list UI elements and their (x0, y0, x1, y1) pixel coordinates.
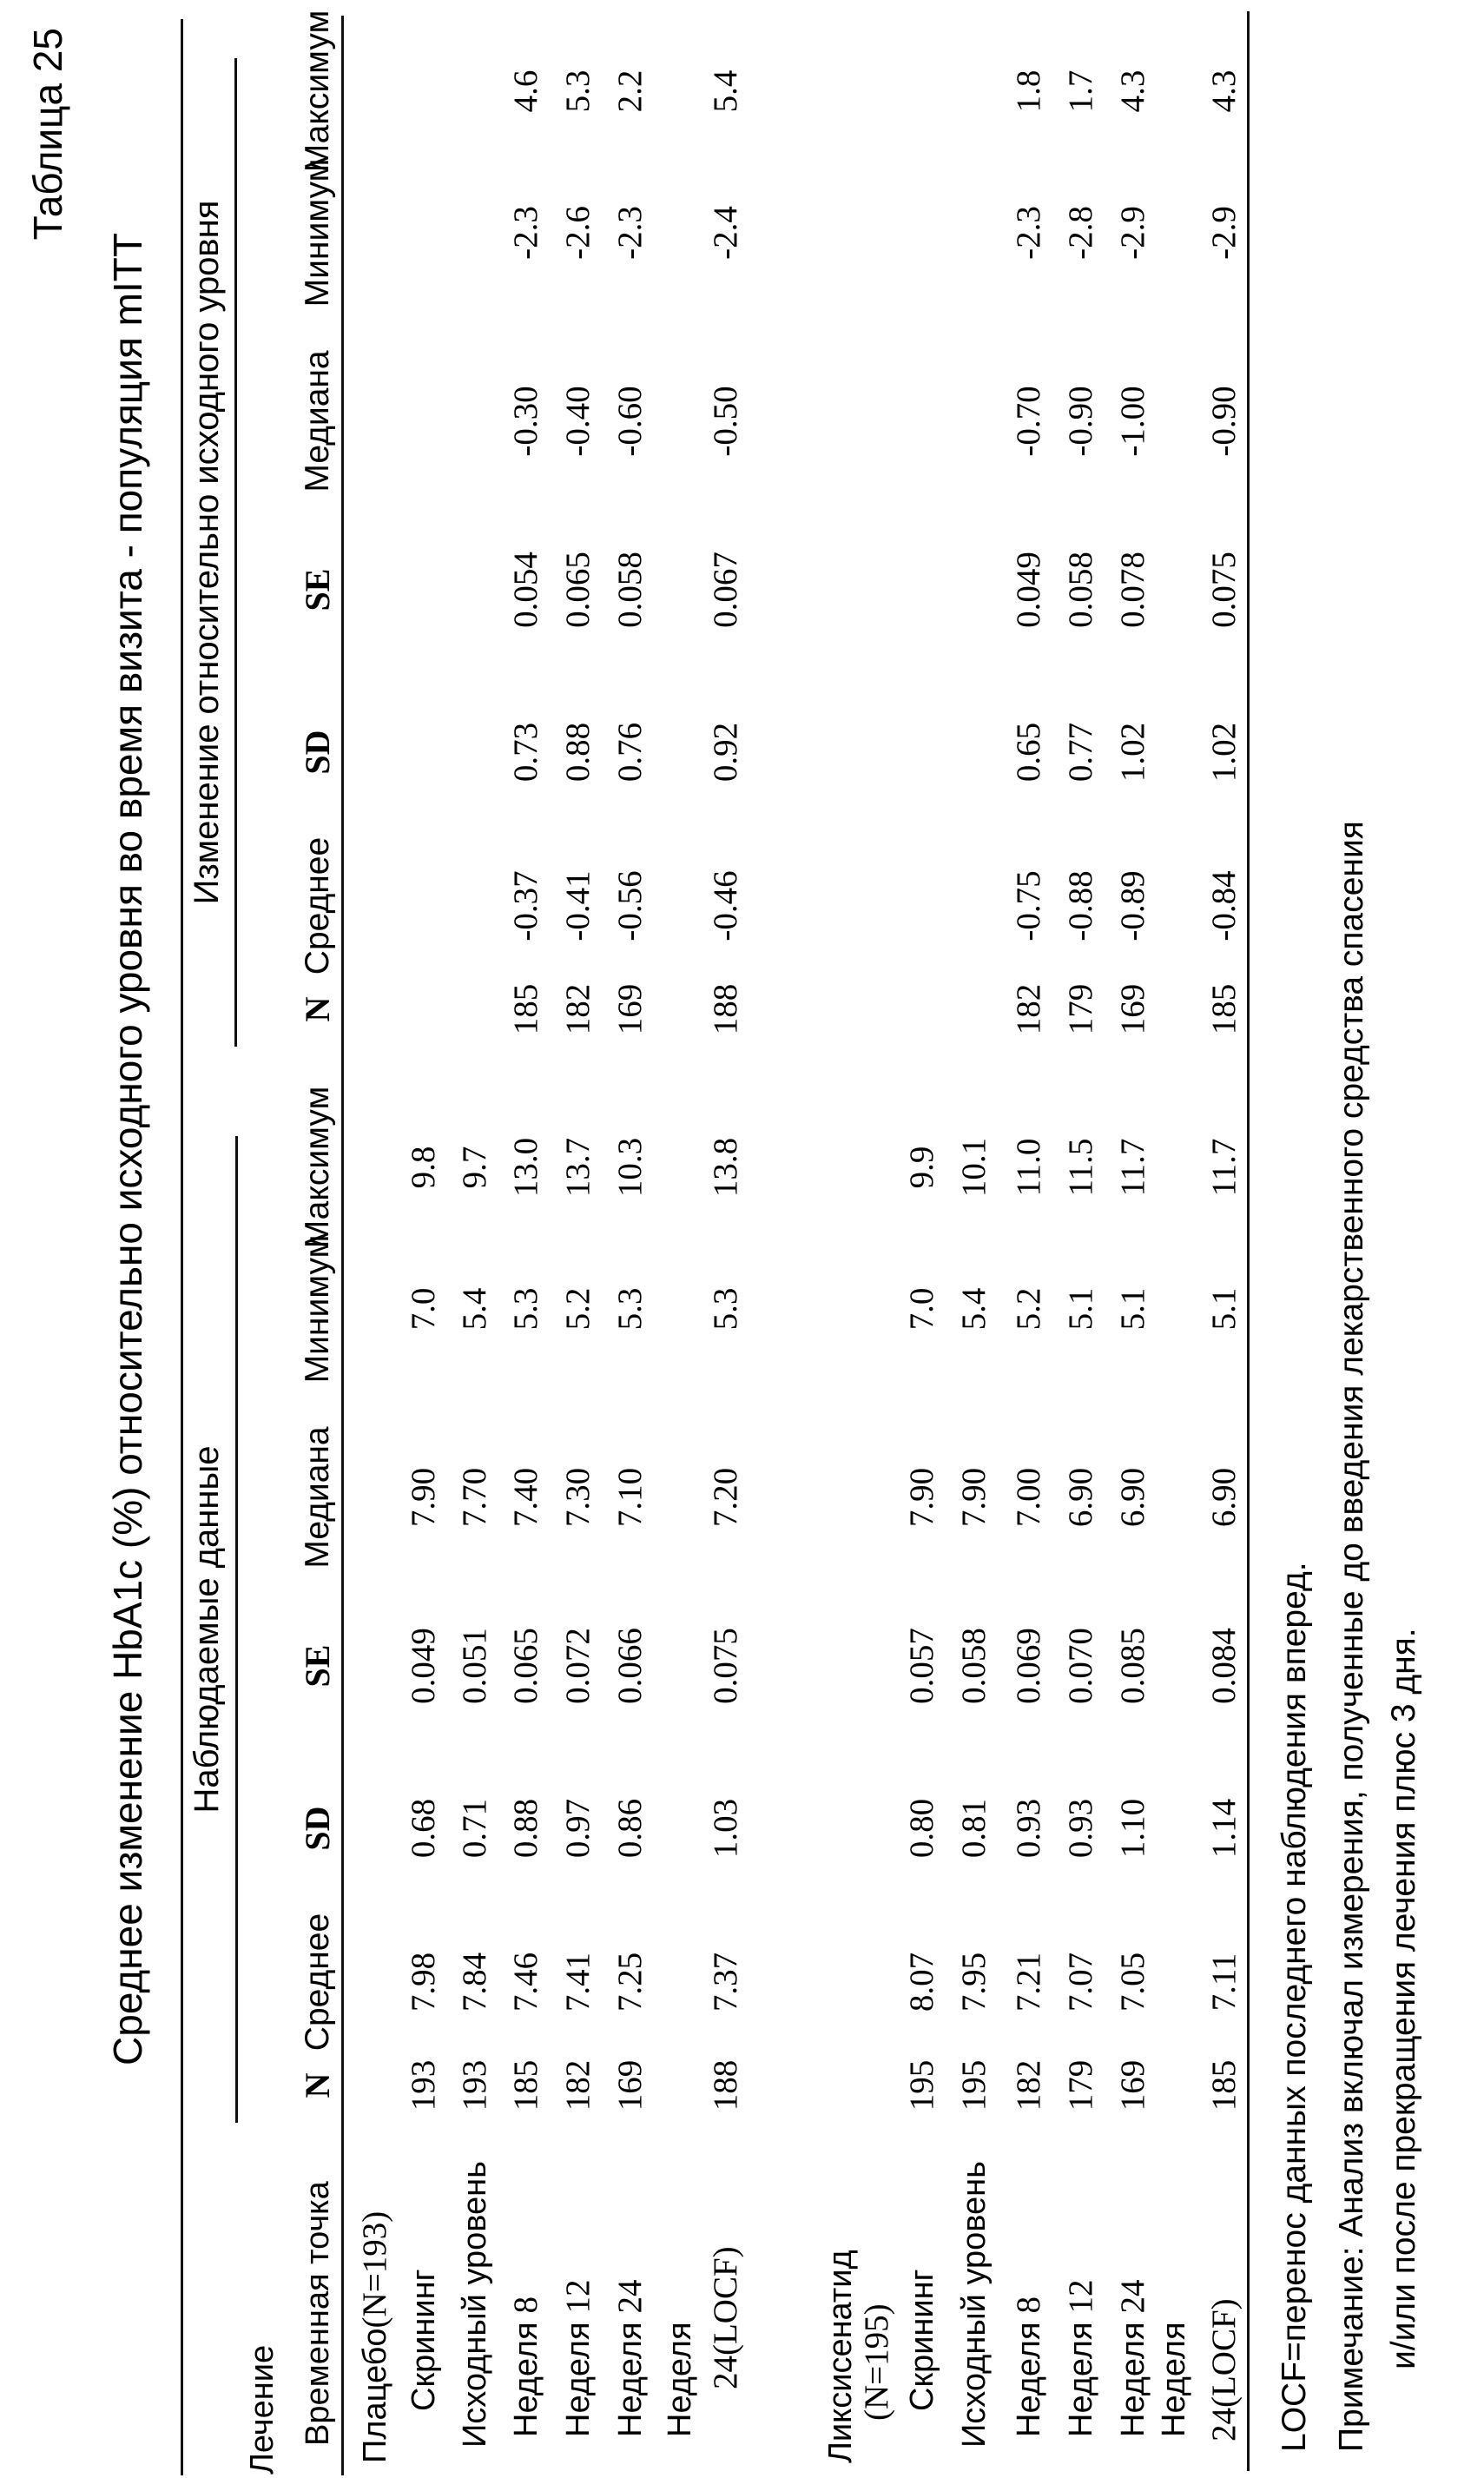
column-header-observed-sd: SD (298, 1806, 337, 1851)
cell-observed-mean: 8.07 (903, 1952, 940, 2012)
cell-observed-se: 0.072 (559, 1628, 597, 1704)
cell-observed-n: 185 (1205, 2059, 1243, 2111)
cell-observed-sd: 0.93 (1062, 1798, 1099, 1859)
table-row (458, 0, 492, 2478)
table-row (406, 0, 441, 2478)
cell-change-mean: -0.75 (1010, 870, 1047, 942)
cell-observed-median: 7.30 (559, 1467, 597, 1528)
cell-observed-mean: 7.11 (1205, 1953, 1243, 2012)
timepoint-label (1207, 2298, 1242, 2442)
timepoint-text: Неделя (1063, 2322, 1099, 2437)
cell-observed-n: 169 (1114, 2059, 1151, 2111)
cell-observed-median: 6.90 (1114, 1467, 1151, 1528)
cell-observed-min: 5.1 (1114, 1287, 1151, 1331)
cell-observed-se: 0.075 (707, 1628, 744, 1704)
cell-change-min: -2.6 (559, 206, 597, 260)
cell-change-n: 182 (1010, 983, 1047, 1035)
cell-observed-sd: 1.03 (707, 1798, 744, 1859)
cell-change-se: 0.049 (1010, 552, 1047, 628)
table-row (1116, 0, 1151, 2478)
timepoint-week: 24(LOCF) (1205, 2298, 1243, 2442)
cell-change-n: 169 (611, 983, 649, 1035)
timepoint-text: Неделя (1156, 2322, 1192, 2437)
timepoint-label (1064, 2279, 1098, 2437)
cell-change-min: -2.9 (1114, 206, 1151, 260)
cell-change-max: 2.2 (611, 69, 649, 113)
column-header-timepoint: Временная точка (300, 2181, 336, 2446)
table-title: Среднее изменение HbA1c (%) относительно исходного уровня во время визита - популяция mITT (105, 233, 150, 2065)
timepoint-text: Неделя (662, 2322, 698, 2437)
cell-change-min: -2.3 (1010, 206, 1047, 260)
cell-observed-sd: 0.68 (405, 1798, 442, 1859)
column-header-observed-min: Минимум (299, 1234, 336, 1384)
cell-observed-mean: 7.46 (507, 1952, 544, 2012)
column-header-change-sd: SD (298, 730, 337, 775)
cell-observed-max: 10.1 (955, 1137, 993, 1198)
cell-observed-min: 5.4 (456, 1287, 493, 1331)
group-header-change: Изменение относительно исходного уровня (188, 200, 226, 905)
cell-observed-sd: 0.71 (456, 1798, 493, 1859)
cell-change-median: -0.90 (1205, 386, 1243, 457)
cell-change-sd: 0.73 (507, 722, 544, 783)
treatment-name: Плацебо (357, 2328, 393, 2463)
cell-change-sd: 1.02 (1205, 722, 1243, 783)
timepoint-label (613, 2279, 648, 2437)
column-header-change-se: SE (298, 568, 337, 611)
cell-change-n: 188 (707, 983, 744, 1035)
cell-observed-median: 7.10 (611, 1467, 649, 1528)
timepoint-text: Неделя (1115, 2322, 1151, 2437)
table-row (1207, 0, 1242, 2478)
cell-change-sd: 1.02 (1114, 722, 1151, 783)
cell-change-max: 1.7 (1062, 69, 1099, 113)
cell-observed-min: 5.1 (1062, 1287, 1099, 1331)
timepoint-text: Неделя (1011, 2322, 1047, 2437)
cell-change-n: 182 (559, 983, 597, 1035)
column-header-change-n: N (298, 996, 337, 1022)
cell-change-median: -0.30 (507, 386, 544, 457)
timepoint-week: 12 (559, 2279, 597, 2314)
treatment-group-row (358, 0, 392, 2478)
cell-change-se: 0.058 (611, 552, 649, 628)
treatment-label-n (860, 2303, 894, 2421)
cell-observed-sd: 1.10 (1114, 1798, 1151, 1859)
treatment-label (358, 2211, 392, 2463)
cell-observed-sd: 1.14 (1205, 1798, 1243, 1859)
cell-observed-sd: 0.88 (507, 1798, 544, 1859)
cell-observed-se: 0.085 (1114, 1628, 1151, 1704)
cell-observed-se: 0.065 (507, 1628, 544, 1704)
footnote-locf: LOCF=перенос данных последнего наблюдения вперед. (1276, 1562, 1313, 2452)
timepoint-text: Неделя (508, 2322, 544, 2437)
column-header-change-median: Медиана (299, 350, 336, 492)
cell-observed-mean: 7.41 (559, 1952, 597, 2012)
cell-observed-median: 6.90 (1205, 1467, 1243, 1528)
cell-change-max: 1.8 (1010, 69, 1047, 113)
cell-observed-mean: 7.95 (955, 1952, 993, 2012)
header-bottom-rule (341, 16, 344, 2475)
cell-observed-sd: 0.80 (903, 1798, 940, 1859)
table-row (1012, 0, 1046, 2478)
column-header-observed-mean: Среднее (299, 1913, 336, 2052)
cell-observed-se: 0.049 (405, 1628, 442, 1704)
cell-observed-max: 9.8 (405, 1146, 442, 1189)
cell-change-mean: -0.56 (611, 870, 649, 942)
cell-change-se: 0.054 (507, 552, 544, 628)
cell-observed-mean: 7.05 (1114, 1952, 1151, 2012)
cell-change-n: 185 (1205, 983, 1243, 1035)
timepoint-label (1116, 2279, 1151, 2437)
cell-change-min: -2.3 (507, 206, 544, 260)
column-header-change-mean: Среднее (299, 836, 336, 975)
cell-change-max: 4.3 (1114, 69, 1151, 113)
cell-change-sd: 0.65 (1010, 722, 1047, 783)
cell-observed-se: 0.070 (1062, 1628, 1099, 1704)
cell-observed-mean: 7.21 (1010, 1952, 1047, 2012)
cell-observed-se: 0.057 (903, 1628, 940, 1704)
timepoint-week: 8 (1010, 2296, 1047, 2314)
cell-change-sd: 0.92 (707, 722, 744, 783)
cell-change-n: 169 (1114, 983, 1151, 1035)
cell-observed-n: 193 (456, 2059, 493, 2111)
cell-observed-median: 7.00 (1010, 1467, 1047, 1528)
cell-change-median: -0.90 (1062, 386, 1099, 457)
cell-observed-sd: 0.81 (955, 1798, 993, 1859)
timepoint-label: Исходный уровень (956, 2161, 993, 2448)
cell-observed-max: 13.8 (707, 1137, 744, 1198)
cell-observed-sd: 0.93 (1010, 1798, 1047, 1859)
cell-observed-sd: 0.97 (559, 1798, 597, 1859)
cell-change-min: -2.4 (707, 206, 744, 260)
cell-change-min: -2.8 (1062, 206, 1099, 260)
cell-change-n: 185 (507, 983, 544, 1035)
timepoint-label: Скрининг (904, 2269, 940, 2411)
cell-observed-min: 5.3 (707, 1287, 744, 1331)
timepoint-label: Скрининг (406, 2269, 442, 2411)
cell-change-median: -0.50 (707, 386, 744, 457)
cell-observed-se: 0.051 (456, 1628, 493, 1704)
cell-observed-se: 0.084 (1205, 1628, 1243, 1704)
treatment-group-row (823, 0, 858, 2478)
cell-change-mean: -0.88 (1062, 870, 1099, 942)
cell-observed-se: 0.066 (611, 1628, 649, 1704)
cell-observed-se: 0.069 (1010, 1628, 1047, 1704)
cell-observed-median: 7.90 (955, 1467, 993, 1528)
cell-change-max: 4.3 (1205, 69, 1243, 113)
timepoint-label (709, 2246, 743, 2389)
treatment-group-row-n (860, 0, 894, 2478)
cell-observed-n: 188 (707, 2059, 744, 2111)
timepoint-text: Неделя (612, 2322, 649, 2437)
cell-observed-sd: 0.86 (611, 1798, 649, 1859)
cell-observed-max: 11.7 (1205, 1138, 1243, 1197)
cell-observed-min: 5.2 (559, 1287, 597, 1331)
timepoint-week: 24(LOCF) (707, 2246, 744, 2389)
cell-change-max: 4.6 (507, 69, 544, 113)
cell-observed-max: 13.0 (507, 1137, 544, 1198)
cell-observed-n: 179 (1062, 2059, 1099, 2111)
column-header-treatment: Лечение (244, 2344, 280, 2475)
cell-change-min: -2.9 (1205, 206, 1243, 260)
timepoint-label (561, 2279, 596, 2437)
timepoint-label (509, 2296, 544, 2437)
cell-observed-mean: 7.25 (611, 1952, 649, 2012)
cell-observed-min: 5.1 (1205, 1287, 1243, 1331)
cell-change-se: 0.078 (1114, 552, 1151, 628)
timepoint-wrap-line (663, 0, 697, 2478)
cell-change-median: -0.40 (559, 386, 597, 457)
cell-change-se: 0.058 (1062, 552, 1099, 628)
cell-observed-median: 7.90 (405, 1467, 442, 1528)
table-top-rule (181, 19, 183, 2475)
group-header-observed: Наблюдаемые данные (188, 1445, 226, 1814)
cell-observed-mean: 7.98 (405, 1952, 442, 2012)
cell-change-median: -1.00 (1114, 386, 1151, 457)
cell-observed-median: 7.70 (456, 1467, 493, 1528)
column-header-observed-se: SE (298, 1644, 337, 1688)
table-row (957, 0, 992, 2478)
cell-observed-n: 182 (559, 2059, 597, 2111)
table-bottom-rule (1247, 11, 1250, 2471)
cell-change-se: 0.075 (1205, 552, 1243, 628)
cell-change-sd: 0.77 (1062, 722, 1099, 783)
table-row (509, 0, 544, 2478)
cell-observed-min: 5.4 (955, 1287, 993, 1331)
table-row (613, 0, 648, 2478)
cell-change-median: -0.70 (1010, 386, 1047, 457)
cell-change-mean: -0.46 (707, 870, 744, 942)
table-number: Таблица 25 (25, 28, 70, 241)
cell-change-max: 5.3 (559, 69, 597, 113)
treatment-name: Ликсисенатид (822, 2250, 859, 2463)
cell-observed-mean: 7.84 (456, 1952, 493, 2012)
cell-observed-min: 7.0 (903, 1287, 940, 1331)
cell-observed-max: 9.7 (456, 1146, 493, 1189)
timepoint-week: 8 (507, 2296, 544, 2314)
table-row (905, 0, 940, 2478)
cell-change-se: 0.065 (559, 552, 597, 628)
cell-observed-mean: 7.37 (707, 1952, 744, 2012)
cell-observed-median: 7.20 (707, 1467, 744, 1528)
cell-observed-median: 7.40 (507, 1467, 544, 1528)
cell-observed-n: 185 (507, 2059, 544, 2111)
cell-observed-max: 10.3 (611, 1137, 649, 1198)
cell-change-mean: -0.37 (507, 870, 544, 942)
cell-change-mean: -0.89 (1114, 870, 1151, 942)
cell-change-max: 5.4 (707, 69, 744, 113)
cell-change-mean: -0.84 (1205, 870, 1243, 942)
cell-observed-n: 193 (405, 2059, 442, 2111)
observed-group-underline (235, 1136, 238, 2123)
column-header-observed-max: Максимум (299, 1086, 336, 1249)
cell-observed-min: 5.2 (1010, 1287, 1047, 1331)
timepoint-week: 12 (1062, 2279, 1099, 2314)
timepoint-wrap-line (1157, 0, 1191, 2478)
column-header-observed-n: N (298, 2072, 337, 2098)
column-header-observed-median: Медиана (299, 1426, 336, 1569)
cell-observed-median: 6.90 (1062, 1467, 1099, 1528)
cell-change-n: 179 (1062, 983, 1099, 1035)
cell-observed-n: 195 (903, 2059, 940, 2111)
cell-observed-min: 5.3 (611, 1287, 649, 1331)
cell-observed-n: 169 (611, 2059, 649, 2111)
cell-change-min: -2.3 (611, 206, 649, 260)
cell-observed-max: 11.5 (1062, 1138, 1099, 1197)
cell-change-sd: 0.76 (611, 722, 649, 783)
cell-observed-mean: 7.07 (1062, 1952, 1099, 2012)
footnote-note: Примечание: Анализ включал измерения, полученные до введения лекарственного средства спасения (1333, 821, 1370, 2452)
column-header-change-min: Минимум (299, 158, 336, 307)
treatment-n: (N=195) (858, 2303, 895, 2421)
change-group-underline (234, 58, 237, 1047)
cell-observed-median: 7.90 (903, 1467, 940, 1528)
cell-observed-min: 5.3 (507, 1287, 544, 1331)
cell-change-se: 0.067 (707, 552, 744, 628)
cell-observed-n: 182 (1010, 2059, 1047, 2111)
cell-observed-max: 11.7 (1114, 1138, 1151, 1197)
column-header-change-max: Максимум (299, 10, 336, 173)
cell-change-sd: 0.88 (559, 722, 597, 783)
cell-observed-max: 9.9 (903, 1146, 940, 1189)
cell-observed-max: 11.0 (1010, 1138, 1047, 1197)
table-row (1064, 0, 1098, 2478)
cell-observed-max: 13.7 (559, 1137, 597, 1198)
timepoint-label: Исходный уровень (457, 2161, 493, 2448)
table-row (561, 0, 596, 2478)
cell-observed-se: 0.058 (955, 1628, 993, 1704)
timepoint-text: Неделя (560, 2322, 597, 2437)
footnote-note-continuation: и/или после прекращения лечения плюс 3 дня. (1385, 1628, 1422, 2369)
cell-observed-n: 195 (955, 2059, 993, 2111)
column-header-row (300, 0, 335, 2478)
cell-observed-min: 7.0 (405, 1287, 442, 1331)
table-row (709, 0, 743, 2478)
cell-change-mean: -0.41 (559, 870, 597, 942)
timepoint-week: 24 (611, 2279, 649, 2314)
treatment-n: (N=193) (356, 2210, 393, 2329)
timepoint-label (1012, 2296, 1046, 2437)
cell-change-median: -0.60 (611, 386, 649, 457)
timepoint-week: 24 (1114, 2279, 1151, 2314)
